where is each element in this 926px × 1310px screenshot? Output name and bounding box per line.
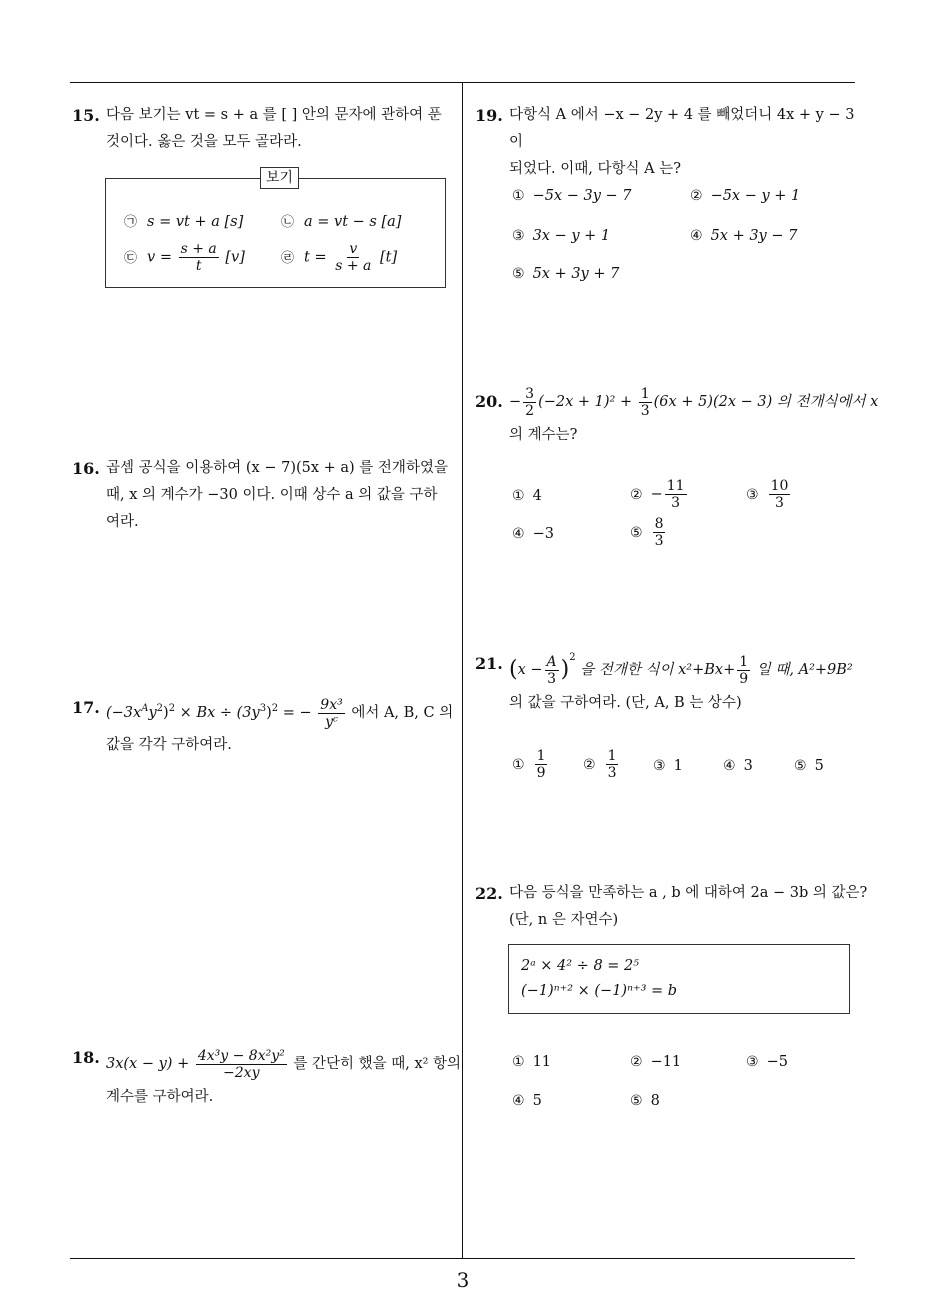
bogi-label: 보기 xyxy=(260,167,299,189)
fraction-denominator: 9 xyxy=(536,765,546,781)
option-text: −5 xyxy=(766,1054,788,1070)
fraction xyxy=(318,697,344,730)
question-number: 16. xyxy=(72,459,100,478)
page-number: 3 xyxy=(456,1268,470,1292)
option-text: −5x − y + 1 xyxy=(710,188,801,204)
fraction xyxy=(653,516,666,549)
option-mark: ① xyxy=(512,1054,525,1070)
expr: ) xyxy=(163,705,169,721)
exponent: A xyxy=(141,703,149,715)
fraction xyxy=(535,748,548,781)
bogi-item xyxy=(124,211,243,230)
fraction-numerator: 1 xyxy=(536,748,546,764)
option-mark: ⑤ xyxy=(794,758,807,774)
question-text: 때, x 의 계수가 −30 이다. 이때 상수 a 의 값을 구하 xyxy=(106,487,438,503)
bogi-item xyxy=(281,241,397,274)
question-number: 22. xyxy=(475,884,503,903)
fraction-denominator: t xyxy=(195,258,202,274)
option-mark: ③ xyxy=(512,228,525,244)
expr: (−2x + 1)² + xyxy=(538,394,633,410)
option-3[interactable] xyxy=(653,758,683,774)
condition-box xyxy=(508,944,850,1014)
question-text: 여라. xyxy=(106,514,139,530)
option-mark: ④ xyxy=(512,526,525,542)
question-text xyxy=(106,1044,462,1084)
bogi-lhs: t = xyxy=(304,249,327,266)
bogi-text: s = vt + a [s] xyxy=(147,214,244,230)
question-text: 다음 등식을 만족하는 a , b 에 대하여 2a − 3b 의 값은? xyxy=(509,885,868,901)
expr: (6x + 5)(2x − 3) 의 전개식에서 x xyxy=(653,394,879,410)
option-mark: ② xyxy=(630,1054,643,1070)
option-text: 4 xyxy=(532,488,542,504)
option-4[interactable] xyxy=(512,526,554,542)
option-4[interactable] xyxy=(723,758,753,774)
option-1[interactable] xyxy=(512,488,542,504)
bogi-rhs: [v] xyxy=(225,249,245,266)
option-5[interactable] xyxy=(794,758,824,774)
question-number: 19. xyxy=(475,106,503,125)
exponent: 3 xyxy=(259,703,267,715)
question-16 xyxy=(72,455,457,536)
option-1[interactable] xyxy=(512,748,549,781)
question-text-tail: 를 간단히 했을 때, x² 항의 xyxy=(293,1056,462,1072)
fraction-denominator: 3 xyxy=(775,495,784,511)
fraction-denominator: s + a xyxy=(335,258,372,274)
option-mark: ① xyxy=(512,488,525,504)
question-text: 계수를 구하여라. xyxy=(106,1089,214,1105)
question-17 xyxy=(72,694,457,759)
fraction-denominator: 2 xyxy=(525,402,535,419)
option-text: 11 xyxy=(532,1054,552,1070)
expr: 3x(x − y) + xyxy=(106,1056,190,1072)
bogi-text: a = vt − s [a] xyxy=(304,214,402,230)
option-mark: ⑤ xyxy=(630,1093,643,1109)
bogi-lhs: v = xyxy=(147,249,172,266)
fraction xyxy=(196,1048,287,1081)
question-19 xyxy=(475,102,860,183)
question-text: − $\frac{3}{2}$ (−2x + 1)² + $\frac{1}{3}$ (6x + 5)(2x − 3) 의 전개식에서 x xyxy=(509,385,879,419)
fraction-denominator: 9 xyxy=(739,670,749,687)
option-2[interactable] xyxy=(630,478,689,511)
fraction xyxy=(545,654,559,687)
option-mark: ② xyxy=(583,756,596,773)
option-4[interactable] xyxy=(690,228,797,244)
fraction xyxy=(737,654,750,687)
fraction-denominator: 3 xyxy=(640,402,650,419)
question-21 xyxy=(475,650,860,717)
bogi-item xyxy=(124,241,245,274)
fraction xyxy=(639,386,652,419)
fraction-numerator: v xyxy=(349,241,358,257)
condition-line: 2ᵃ × 4² ÷ 8 = 2⁵ xyxy=(521,958,640,974)
option-5[interactable] xyxy=(512,266,619,282)
option-text: 5 xyxy=(814,758,824,774)
option-mark: ⑤ xyxy=(512,266,525,282)
question-22 xyxy=(475,880,868,934)
question-text: 의 계수는? xyxy=(509,427,578,443)
fraction-numerator: 11 xyxy=(666,478,685,494)
option-text: 5x + 3y + 7 xyxy=(532,266,620,282)
expr: y xyxy=(148,705,157,721)
expr: ) xyxy=(266,705,272,721)
option-text: 8 xyxy=(650,1093,660,1109)
question-text: 되었다. 이때, 다항식 A 는? xyxy=(509,161,681,177)
option-2[interactable] xyxy=(690,188,800,204)
question-number: 21. xyxy=(475,654,503,673)
option-text: −3 xyxy=(532,526,554,542)
option-2[interactable] xyxy=(630,1054,681,1070)
option-3[interactable] xyxy=(746,1054,788,1070)
circled-mark: ㉢ xyxy=(124,250,138,266)
question-text: (단, n 은 자연수) xyxy=(509,912,619,928)
option-5[interactable] xyxy=(630,1093,660,1109)
fraction-numerator: s + a xyxy=(180,241,217,257)
question-18 xyxy=(72,1044,462,1111)
fraction xyxy=(523,386,536,419)
fraction-numerator: 4x³y − 8x²y² xyxy=(197,1047,285,1064)
option-text: 3x − y + 1 xyxy=(532,228,611,244)
question-number: 17. xyxy=(72,698,100,717)
expr: 을 전개한 식이 x²+Bx+ xyxy=(580,662,736,678)
fraction-denominator: 3 xyxy=(547,670,557,687)
option-mark: ① xyxy=(512,756,525,773)
option-2[interactable] xyxy=(583,748,620,781)
circled-mark: ㉣ xyxy=(281,250,295,266)
option-text: − xyxy=(650,486,663,503)
column-divider xyxy=(462,82,463,1258)
expr: = − xyxy=(278,705,312,721)
option-text: −5x − 3y − 7 xyxy=(532,188,632,204)
fraction-numerator: 8 xyxy=(654,516,664,532)
expr: 일 때, A²+9B² xyxy=(756,662,853,678)
question-text: 다음 보기는 vt = s + a 를 [ ] 안의 문자에 관하여 푼 xyxy=(106,107,442,123)
fraction xyxy=(179,241,219,274)
question-20 xyxy=(475,385,879,449)
fraction-denominator: 3 xyxy=(671,495,681,511)
question-text-tail: 에서 A, B, C 의 xyxy=(351,705,454,721)
option-text: 5 xyxy=(532,1093,542,1109)
fraction-denominator: 3 xyxy=(654,533,664,549)
question-number: 15. xyxy=(72,106,100,125)
question-text: 다항식 A 에서 −x − 2y + 4 를 빼었더니 4x + y − 3 이 xyxy=(509,107,855,150)
question-text: 의 값을 구하여라. (단, A, B 는 상수) xyxy=(509,695,742,711)
question-text: (x − $\frac{A}{3}$ )$^2$ 을 전개한 식이 x²+Bx+ $\frac{1}{9}$ 일 때, A²+9B² xyxy=(509,652,853,687)
exponent: 2 xyxy=(271,703,279,715)
fraction-denominator: yᶜ xyxy=(325,713,338,730)
option-5[interactable] xyxy=(630,516,667,549)
option-mark: ④ xyxy=(512,1093,525,1109)
option-4[interactable] xyxy=(512,1093,542,1109)
option-text: 1 xyxy=(673,758,683,774)
fraction xyxy=(769,478,791,511)
bogi-rhs: [t] xyxy=(380,249,398,266)
question-text: 값을 각각 구하여라. xyxy=(106,737,232,753)
fraction-denominator: 3 xyxy=(607,765,617,781)
option-mark: ② xyxy=(690,188,703,204)
option-text: 3 xyxy=(743,758,753,774)
fraction-numerator: 1 xyxy=(739,653,749,670)
expr: (−3x xyxy=(106,705,142,721)
option-3[interactable] xyxy=(746,478,792,511)
option-mark: ② xyxy=(630,486,643,503)
fraction-numerator: 1 xyxy=(640,385,650,402)
fraction-numerator: A xyxy=(546,653,557,670)
expr: x − xyxy=(517,662,543,678)
exponent: 2 xyxy=(168,703,176,715)
option-mark: ③ xyxy=(746,1054,759,1070)
fraction xyxy=(333,241,373,274)
question-text: 것이다. 옳은 것을 모두 골라라. xyxy=(106,134,302,150)
circled-mark: ㉠ xyxy=(124,215,138,230)
condition-line: (−1)ⁿ⁺² × (−1)ⁿ⁺³ = b xyxy=(521,983,678,999)
fraction-numerator: 3 xyxy=(525,385,535,402)
bottom-rule xyxy=(70,1258,855,1259)
fraction-numerator: 10 xyxy=(770,478,789,494)
fraction xyxy=(665,478,687,511)
question-number: 18. xyxy=(72,1048,100,1067)
question-text: 곱셈 공식을 이용하여 (x − 7)(5x + a) 를 전개하였을 xyxy=(106,460,448,476)
question-15 xyxy=(72,102,457,156)
fraction-numerator: 1 xyxy=(607,748,617,764)
bogi-item xyxy=(281,211,401,230)
exponent: 2 xyxy=(569,652,576,663)
fraction xyxy=(606,748,619,781)
fraction-denominator: −2xy xyxy=(223,1064,260,1081)
question-text xyxy=(106,694,457,732)
option-mark: ③ xyxy=(653,758,666,774)
option-3[interactable] xyxy=(512,228,610,244)
option-mark: ④ xyxy=(690,228,703,244)
option-1[interactable] xyxy=(512,1054,551,1070)
option-text: 5x + 3y − 7 xyxy=(710,228,798,244)
question-number: 20. xyxy=(475,392,503,411)
option-1[interactable] xyxy=(512,188,632,204)
option-text: −11 xyxy=(650,1054,682,1070)
exponent: 2 xyxy=(156,703,164,715)
option-mark: ③ xyxy=(746,486,759,503)
circled-mark: ㉡ xyxy=(281,215,295,230)
fraction-numerator: 9x³ xyxy=(320,696,343,713)
expr: × Bx ÷ (3y xyxy=(175,705,260,721)
option-mark: ① xyxy=(512,188,525,204)
option-mark: ④ xyxy=(723,758,736,774)
option-mark: ⑤ xyxy=(630,524,643,541)
bogi-box xyxy=(105,170,446,288)
